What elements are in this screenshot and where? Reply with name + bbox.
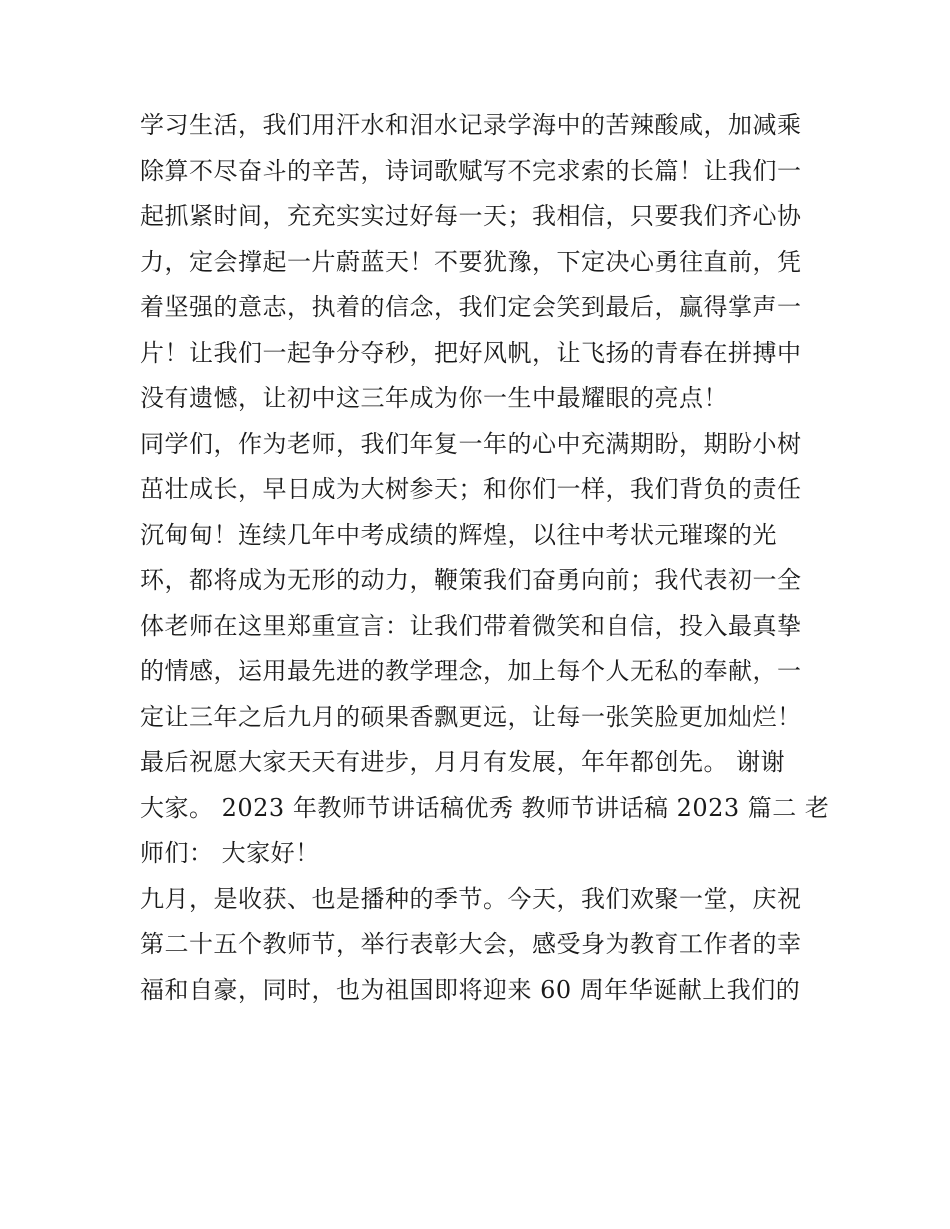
text-line: 茁壮成长，早日成为大树参天；和你们一样，我们背负的责任: [140, 475, 802, 503]
text-line: 定让三年之后九月的硕果香飘更远，让每一张笑脸更加灿烂！: [140, 702, 802, 731]
text-line: 除算不尽奋斗的辛苦，诗词歌赋写不完求索的长篇！让我们一: [140, 156, 802, 185]
text-line: 大家。 2023 年教师节讲话稿优秀 教师节讲话稿 2023 篇二 老: [140, 793, 830, 822]
text-line: 起抓紧时间，充充实实过好每一天；我相信，只要我们齐心协: [140, 202, 802, 230]
text-line: 片！让我们一起争分夺秒，把好风帆，让飞扬的青春在拼搏中: [140, 338, 802, 367]
text-line: 体老师在这里郑重宣言：让我们带着微笑和自信，投入最真挚: [140, 611, 802, 640]
text-line: 同学们，作为老师，我们年复一年的心中充满期盼，期盼小树: [140, 429, 802, 458]
text-line: 第二十五个教师节，举行表彰大会，感受身为教育工作者的幸: [140, 930, 802, 958]
text-line: 学习生活，我们用汗水和泪水记录学海中的苦辣酸咸，加减乘: [140, 111, 802, 139]
text-line: 九月，是收获、也是播种的季节。今天，我们欢聚一堂，庆祝: [140, 884, 802, 913]
text-line: 师们： 大家好！: [140, 839, 320, 867]
text-line: 着坚强的意志，执着的信念，我们定会笑到最后，赢得掌声一: [140, 293, 802, 321]
text-line: 力，定会撑起一片蔚蓝天！不要犹豫，下定决心勇往直前，凭: [140, 247, 802, 276]
text-line: 沉甸甸！连续几年中考成绩的辉煌，以往中考状元璀璨的光: [140, 520, 777, 549]
text-line: 没有遗憾，让初中这三年成为你一生中最耀眼的亮点！: [140, 384, 728, 412]
text-line: 环，都将成为无形的动力，鞭策我们奋勇向前；我代表初一全: [140, 566, 802, 594]
body-text: [140, 103, 830, 1013]
text-line: 福和自豪，同时，也为祖国即将迎来 60 周年华诞献上我们的: [140, 975, 801, 1004]
text-line: 的情感，运用最先进的教学理念，加上每个人无私的奉献，一: [140, 657, 802, 685]
text-line: 最后祝愿大家天天有进步，月月有发展，年年都创先。 谢谢: [140, 748, 786, 776]
